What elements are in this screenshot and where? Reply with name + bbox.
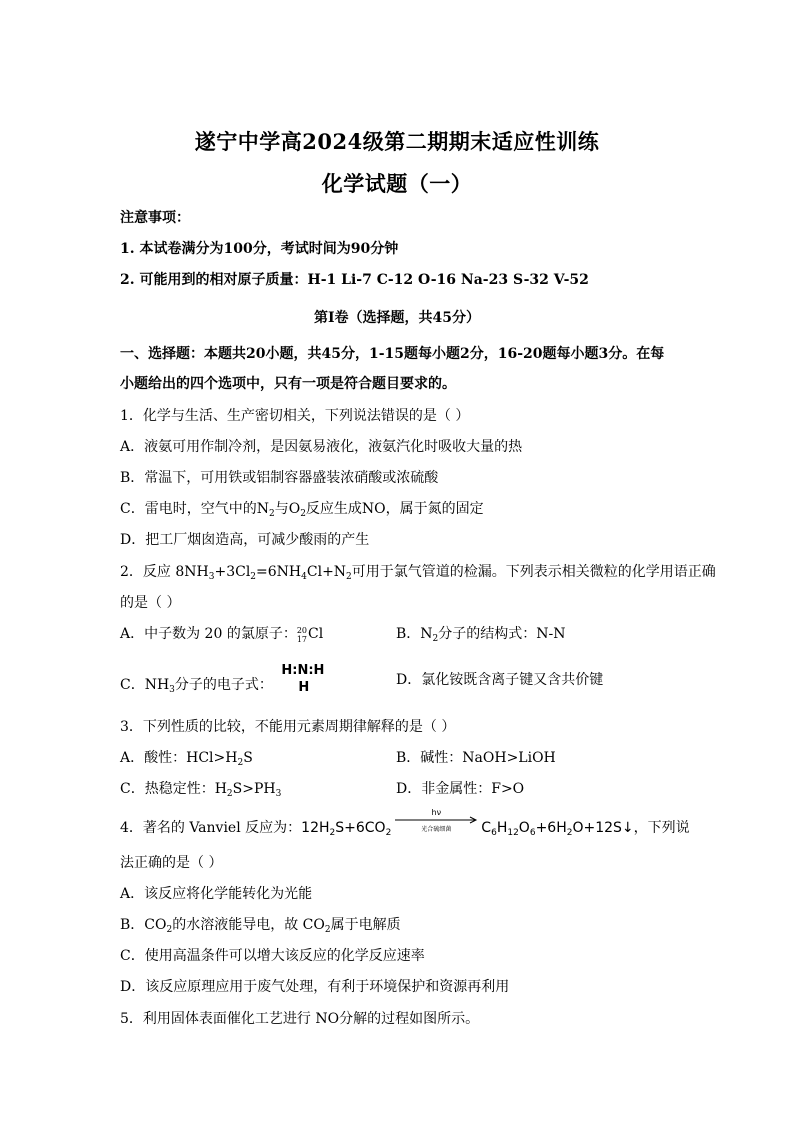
q3-option-b: B．碱性：NaOH>LiOH: [396, 750, 556, 766]
q1-c-text-1: C．雷电时，空气中的N: [120, 501, 269, 517]
eq-part: C: [481, 820, 492, 836]
q2-stem-part: 可用于氯气管道的检漏。下列表示相关微粒的化学用语正确: [351, 564, 716, 580]
q4-stem-part: 4．著名的 Vanviel 反应为：: [120, 820, 302, 836]
q4-b-text: 的水溶液能导电，故 CO: [172, 917, 325, 933]
q4-stem-part: ，下列说: [633, 820, 690, 836]
lewis-row-2: H: [298, 680, 310, 695]
subscript: 2: [268, 509, 275, 519]
subscript: 2: [329, 828, 336, 838]
q2-a-text: A．中子数为 20 的氯原子：: [120, 626, 297, 642]
q3-c-text: C．热稳定性：H: [120, 781, 227, 797]
isotope-notation: [297, 626, 307, 644]
subscript: 3: [169, 685, 175, 695]
subscript: 2: [566, 828, 573, 838]
q4-b-text: 属于电解质: [330, 917, 401, 933]
q1-c-text-3: 反应生成NO，属于氮的固定: [305, 501, 484, 517]
q3-option-d: D．非金属性：F>O: [396, 781, 525, 797]
q4-b-text: B．CO: [120, 917, 167, 933]
q2-stem-line-1: [120, 561, 716, 581]
part1-heading: 第Ⅰ卷（选择题，共45分）: [313, 310, 481, 326]
arrow-icon: [393, 816, 479, 824]
q2-stem-part: =6NH: [256, 564, 302, 580]
q5-stem: 5．利用固体表面催化工艺进行 NO分解的过程如图所示。: [120, 1011, 480, 1027]
q1-c-text-2: 与O: [274, 501, 301, 517]
q3-option-a: [120, 747, 253, 767]
arrow-condition-top: hν: [431, 808, 442, 817]
q3-option-c: [120, 778, 281, 798]
q2-stem-part: +3Cl: [214, 564, 251, 580]
reaction-arrow: [393, 808, 479, 836]
q1-stem: 1．化学与生活、生产密切相关，下列说法错误的是（ ）: [120, 408, 470, 424]
subscript: 6: [491, 828, 497, 838]
q3-a-text: A．酸性：HCl>H: [120, 750, 238, 766]
instruction-line-1: 一、选择题：本题共20小题，共45分，1-15题每小题2分，16-20题每小题3分。在每: [120, 346, 665, 362]
q2-b-text: 分子的结构式：N-N: [438, 626, 566, 642]
electron-dot-formula: [281, 663, 341, 699]
q2-option-d: D．氯化铵既含离子键又含共价键: [396, 672, 604, 688]
q1-option-b: B．常温下，可用铁或铝制容器盛装浓硝酸或浓硫酸: [120, 470, 439, 486]
arrow-condition-bottom: 光合硫细菌: [421, 826, 452, 833]
q2-option-c: [120, 663, 341, 699]
eq-part: +6H: [535, 820, 567, 836]
q4-option-d: D．该反应原理应用于废气处理，有利于环境保护和资源再利用: [120, 979, 510, 995]
lewis-row-1: H:N:H: [281, 663, 325, 678]
subscript: 4: [301, 572, 307, 582]
q2-c-text: 分子的电子式：: [174, 677, 273, 693]
q2-option-b: [396, 623, 566, 643]
q1-option-a: A．液氨可用作制冷剂，是因氨易液化，液氨汽化时吸收大量的热: [120, 439, 523, 455]
q2-option-a: [120, 623, 323, 644]
subscript: 2: [300, 509, 306, 519]
subscript: 2: [226, 789, 233, 799]
atomic-number: 17: [296, 635, 308, 644]
subscript: 6: [529, 828, 536, 838]
subscript: 12: [507, 828, 519, 838]
instruction-line-2: 小题给出的四个选项中，只有一项是符合题目要求的。: [120, 376, 456, 392]
subscript: 2: [250, 572, 257, 582]
eq-part: S+6CO: [335, 820, 386, 836]
q1-option-c: [120, 498, 484, 518]
exam-title: 遂宁中学高2024级第二期期末适应性训练: [194, 129, 600, 154]
q2-b-text: B．N: [396, 626, 433, 642]
subscript: 2: [166, 925, 173, 935]
element-symbol: Cl: [308, 626, 324, 642]
subscript: 2: [346, 572, 352, 582]
q3-c-text: S>PH: [232, 781, 276, 797]
q4-option-b: [120, 914, 401, 934]
q4-stem-line-2: 法正确的是（ ）: [120, 855, 223, 871]
subscript: 3: [275, 789, 282, 799]
q2-stem-part: 2．反应 8NH: [120, 564, 209, 580]
q1-option-d: D．把工厂烟囱造高，可减少酸雨的产生: [120, 532, 370, 548]
subscript: 2: [432, 634, 439, 644]
mass-number: 20: [296, 626, 308, 635]
subscript: 2: [324, 925, 331, 935]
subscript: 3: [208, 572, 215, 582]
vanviel-equation: [301, 808, 634, 838]
q2-c-text: C．NH: [120, 677, 170, 693]
eq-part: O+12S↓: [572, 820, 634, 836]
notes-item-2: 2. 可能用到的相对原子质量：H-1 Li-7 C-12 O-16 Na-23 S-32 V-52: [120, 272, 589, 288]
q2-stem-part: Cl+N: [306, 564, 347, 580]
q4-option-a: A．该反应将化学能转化为光能: [120, 886, 313, 902]
notes-item-1: 1. 本试卷满分为100分，考试时间为90分钟: [120, 241, 399, 257]
q3-stem: 3．下列性质的比较，不能用元素周期律解释的是（ ）: [120, 719, 456, 735]
eq-part: 12H: [301, 820, 330, 836]
q3-a-text: S: [243, 750, 253, 766]
subscript: 2: [385, 828, 392, 838]
eq-part: O: [518, 820, 530, 836]
eq-part: H: [496, 820, 508, 836]
subscript: 2: [237, 758, 244, 768]
notes-heading: 注意事项：: [120, 210, 190, 226]
q4-stem-line-1: [120, 808, 690, 838]
exam-subtitle: 化学试题（一）: [321, 171, 473, 196]
q2-stem-line-2: 的是（ ）: [120, 595, 181, 611]
q4-option-c: C．使用高温条件可以增大该反应的化学反应速率: [120, 948, 425, 964]
